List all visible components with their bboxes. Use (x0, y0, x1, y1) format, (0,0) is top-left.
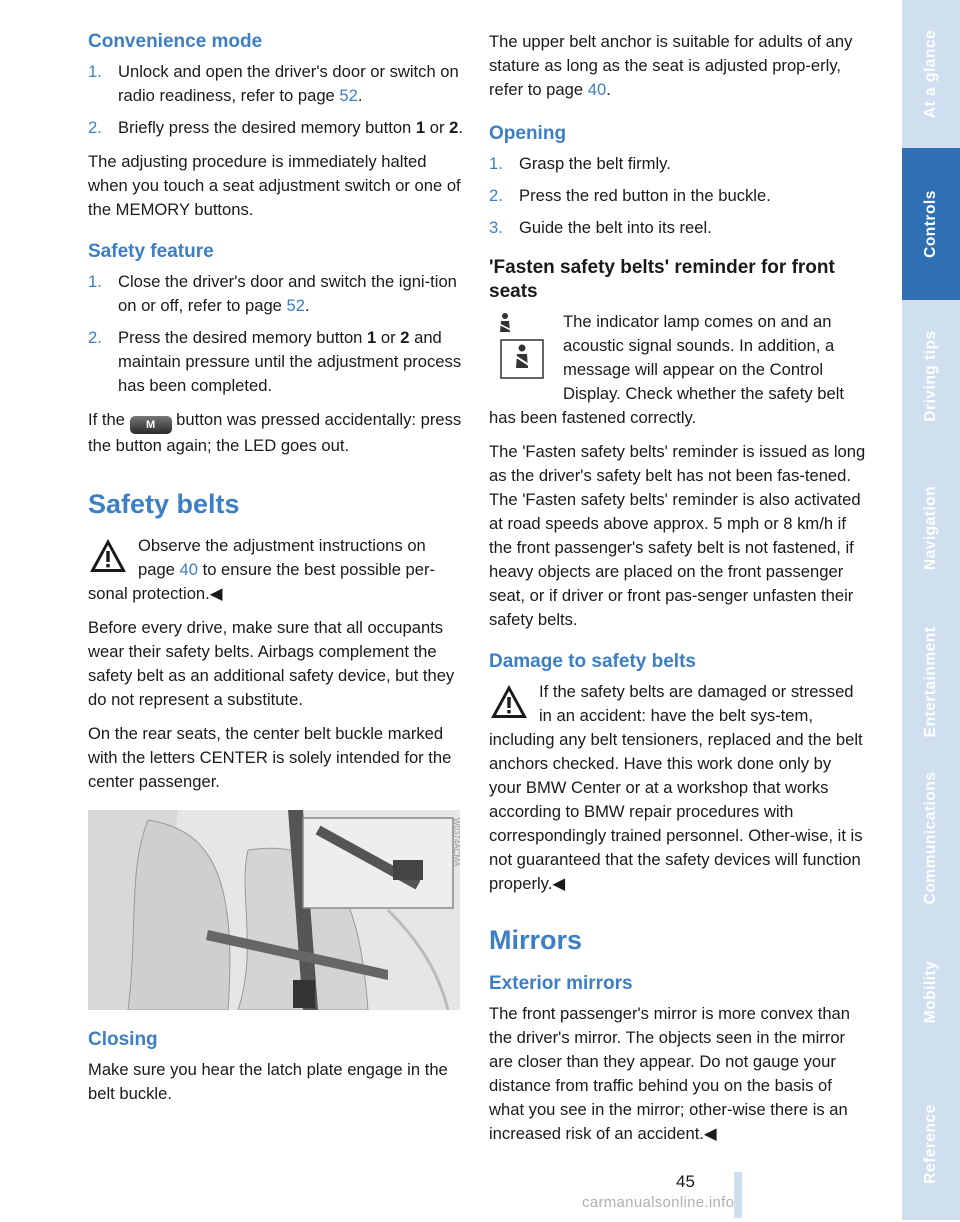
tab-label: At a glance (922, 29, 939, 119)
warning-triangle-icon (489, 682, 529, 722)
list-item (88, 270, 466, 318)
mirrors-paragraph: The front passenger's mirror is more convex than the driver's mirror. The objects seen in the mirror are closer than they appear. Do not gauge your distance from traffic behind you on the basis of what you see in the mirror; other-wise there is an increased risk of an accident. (489, 1004, 851, 1143)
page-link[interactable]: 40 (587, 80, 607, 99)
left-column (88, 30, 466, 1116)
step-text: Press the red button in the buckle. (519, 186, 771, 205)
convenience-steps (88, 60, 466, 140)
opening-steps (489, 152, 867, 240)
tab-label: Controls (922, 190, 939, 258)
watermark: carmanualsonline.info (582, 1194, 735, 1211)
step-number: 1. (88, 62, 102, 81)
list-item (88, 116, 466, 140)
button-number: 1 (367, 328, 377, 347)
exterior-mirrors-heading: Exterior mirrors (489, 973, 633, 994)
step-number: 1. (88, 272, 102, 291)
reminder-heading: 'Fasten safety belts' reminder for front seats (489, 257, 835, 302)
end-mark-icon: ◀ (552, 874, 566, 893)
page-number: 45 (676, 1172, 695, 1191)
tab-label: Mobility (922, 960, 939, 1024)
tab-reference[interactable] (902, 1068, 960, 1222)
button-number: 1 (415, 118, 426, 137)
belts-paragraph-2: On the rear seats, the center belt buckle marked with the letters CENTER is solely intended for the center passenger. (88, 724, 452, 791)
reminder-text: The indicator lamp comes on and an acoustic signal sounds. In addition, a message will appear on the Control Display. Check whether the safety belt has been fastened correctly. (489, 312, 844, 427)
belt-anchor-paragraph (489, 30, 867, 102)
step-text: Briefly press the desired memory button (118, 118, 416, 137)
damage-heading: Damage to safety belts (489, 651, 696, 672)
safety-belts-title: Safety belts (88, 489, 240, 519)
seat-belt-illustration (88, 810, 460, 1010)
page-link[interactable]: 52 (339, 86, 358, 105)
warning-text: Observe the adjustment instructions on page (138, 536, 426, 579)
warning-note (88, 534, 466, 606)
list-item (489, 216, 867, 240)
tab-entertainment[interactable] (902, 604, 960, 762)
closing-text: Make sure you hear the latch plate engage in the belt buckle. (88, 1060, 448, 1103)
memory-button-icon: M (130, 416, 172, 434)
convenience-note: The adjusting procedure is immediately halted when you touch a seat adjustment switch or one of the MEMORY buttons. (88, 152, 461, 219)
page-link[interactable]: 40 (179, 560, 198, 579)
mirrors-title: Mirrors (489, 925, 583, 955)
tab-navigation[interactable] (902, 452, 960, 606)
button-number: 2 (400, 328, 410, 347)
step-number: 3. (489, 218, 503, 237)
step-text-mid: or (425, 118, 450, 137)
step-text: Unlock and open the driver's door or switch on radio readiness, refer to page (118, 62, 459, 105)
warning-text-end: to ensure the best possible per-sonal protection. (88, 560, 436, 603)
opening-heading: Opening (489, 123, 567, 144)
tab-controls[interactable] (902, 148, 960, 302)
list-item (489, 184, 867, 208)
tab-label: Communications (922, 771, 939, 905)
anchor-text-end: . (606, 80, 611, 99)
tab-communications[interactable] (902, 760, 960, 918)
page-marker-bar (734, 1172, 742, 1218)
step-text-end: and maintain pressure until the adjustment process has been completed. (118, 328, 462, 395)
button-number: 2 (449, 118, 459, 137)
tab-mobility[interactable] (902, 916, 960, 1070)
end-mark-icon: ◀ (703, 1124, 717, 1143)
anchor-text: The upper belt anchor is suitable for adults of any stature as long as the seat is adjusted prop-erly, refer to page (489, 32, 853, 99)
reminder-text-2: The 'Fasten safety belts' reminder is issued as long as the driver's safety belt has not been fas-tened. The 'Fasten safety belts' reminder is also activated at road speeds above approx. 5 mph or 8 km/h if the front passenger's safety belt is not fastened, if heavy objects are placed on the front passenger seat, or if driver or front pas-senger unfasten their safety belts. (489, 442, 866, 629)
step-text-mid: or (376, 328, 401, 347)
step-text: Close the driver's door and switch the igni-tion on or off, refer to page (118, 272, 457, 315)
closing-heading: Closing (88, 1029, 158, 1050)
step-text-end: . (304, 296, 310, 315)
note-text: If the (88, 410, 125, 429)
list-item (489, 152, 867, 176)
photo-code: W0374ACMA (452, 818, 461, 867)
seatbelt-indicator-icon (489, 310, 549, 380)
seat-belt-photo (88, 810, 460, 1010)
tab-label: Navigation (922, 485, 939, 571)
safety-feature-heading: Safety feature (88, 241, 214, 262)
list-item (88, 60, 466, 108)
step-text-end: . (357, 86, 363, 105)
safety-feature-note (88, 408, 466, 458)
chapter-tabs (902, 0, 960, 1220)
tab-driving-tips[interactable] (902, 300, 960, 454)
step-number: 2. (88, 118, 102, 137)
end-mark-icon: ◀ (209, 584, 223, 603)
tab-label: Reference (922, 1104, 939, 1184)
step-text-end: . (458, 118, 463, 137)
damage-text: If the safety belts are damaged or stressed in an accident: have the belt sys-tem, including any belt tensioners, replaced and the belt anchors checked. Have this work done only by your BMW Center or at a workshop that works according to BMW repair procedures with correspondingly trained personnel. Other-wise, it is not guaranteed that the safety devices will function properly. (489, 682, 863, 893)
step-number: 2. (88, 328, 102, 347)
step-number: 1. (489, 154, 503, 173)
mirrors-text (489, 1002, 867, 1146)
reminder-text-1 (489, 310, 867, 430)
page-link[interactable]: 52 (286, 296, 305, 315)
tab-label: Driving tips (922, 330, 939, 422)
warning-triangle-icon (88, 536, 128, 576)
list-item (88, 326, 466, 398)
belts-paragraph-1: Before every drive, make sure that all occupants wear their safety belts. Airbags complement the safety belt as an additional safety device, but they do not represent a substitute. (88, 618, 455, 709)
step-text: Grasp the belt firmly. (519, 154, 671, 173)
convenience-mode-heading: Convenience mode (88, 31, 263, 52)
step-text: Press the desired memory button (118, 328, 368, 347)
safety-feature-steps (88, 270, 466, 398)
tab-label: Entertainment (922, 626, 939, 738)
step-number: 2. (489, 186, 503, 205)
right-column (489, 30, 867, 1156)
damage-warning (489, 680, 867, 896)
tab-at-a-glance[interactable] (902, 0, 960, 150)
note-text: button was pressed accidentally: press the button again; the LED goes out. (88, 410, 462, 455)
step-text: Guide the belt into its reel. (519, 218, 712, 237)
